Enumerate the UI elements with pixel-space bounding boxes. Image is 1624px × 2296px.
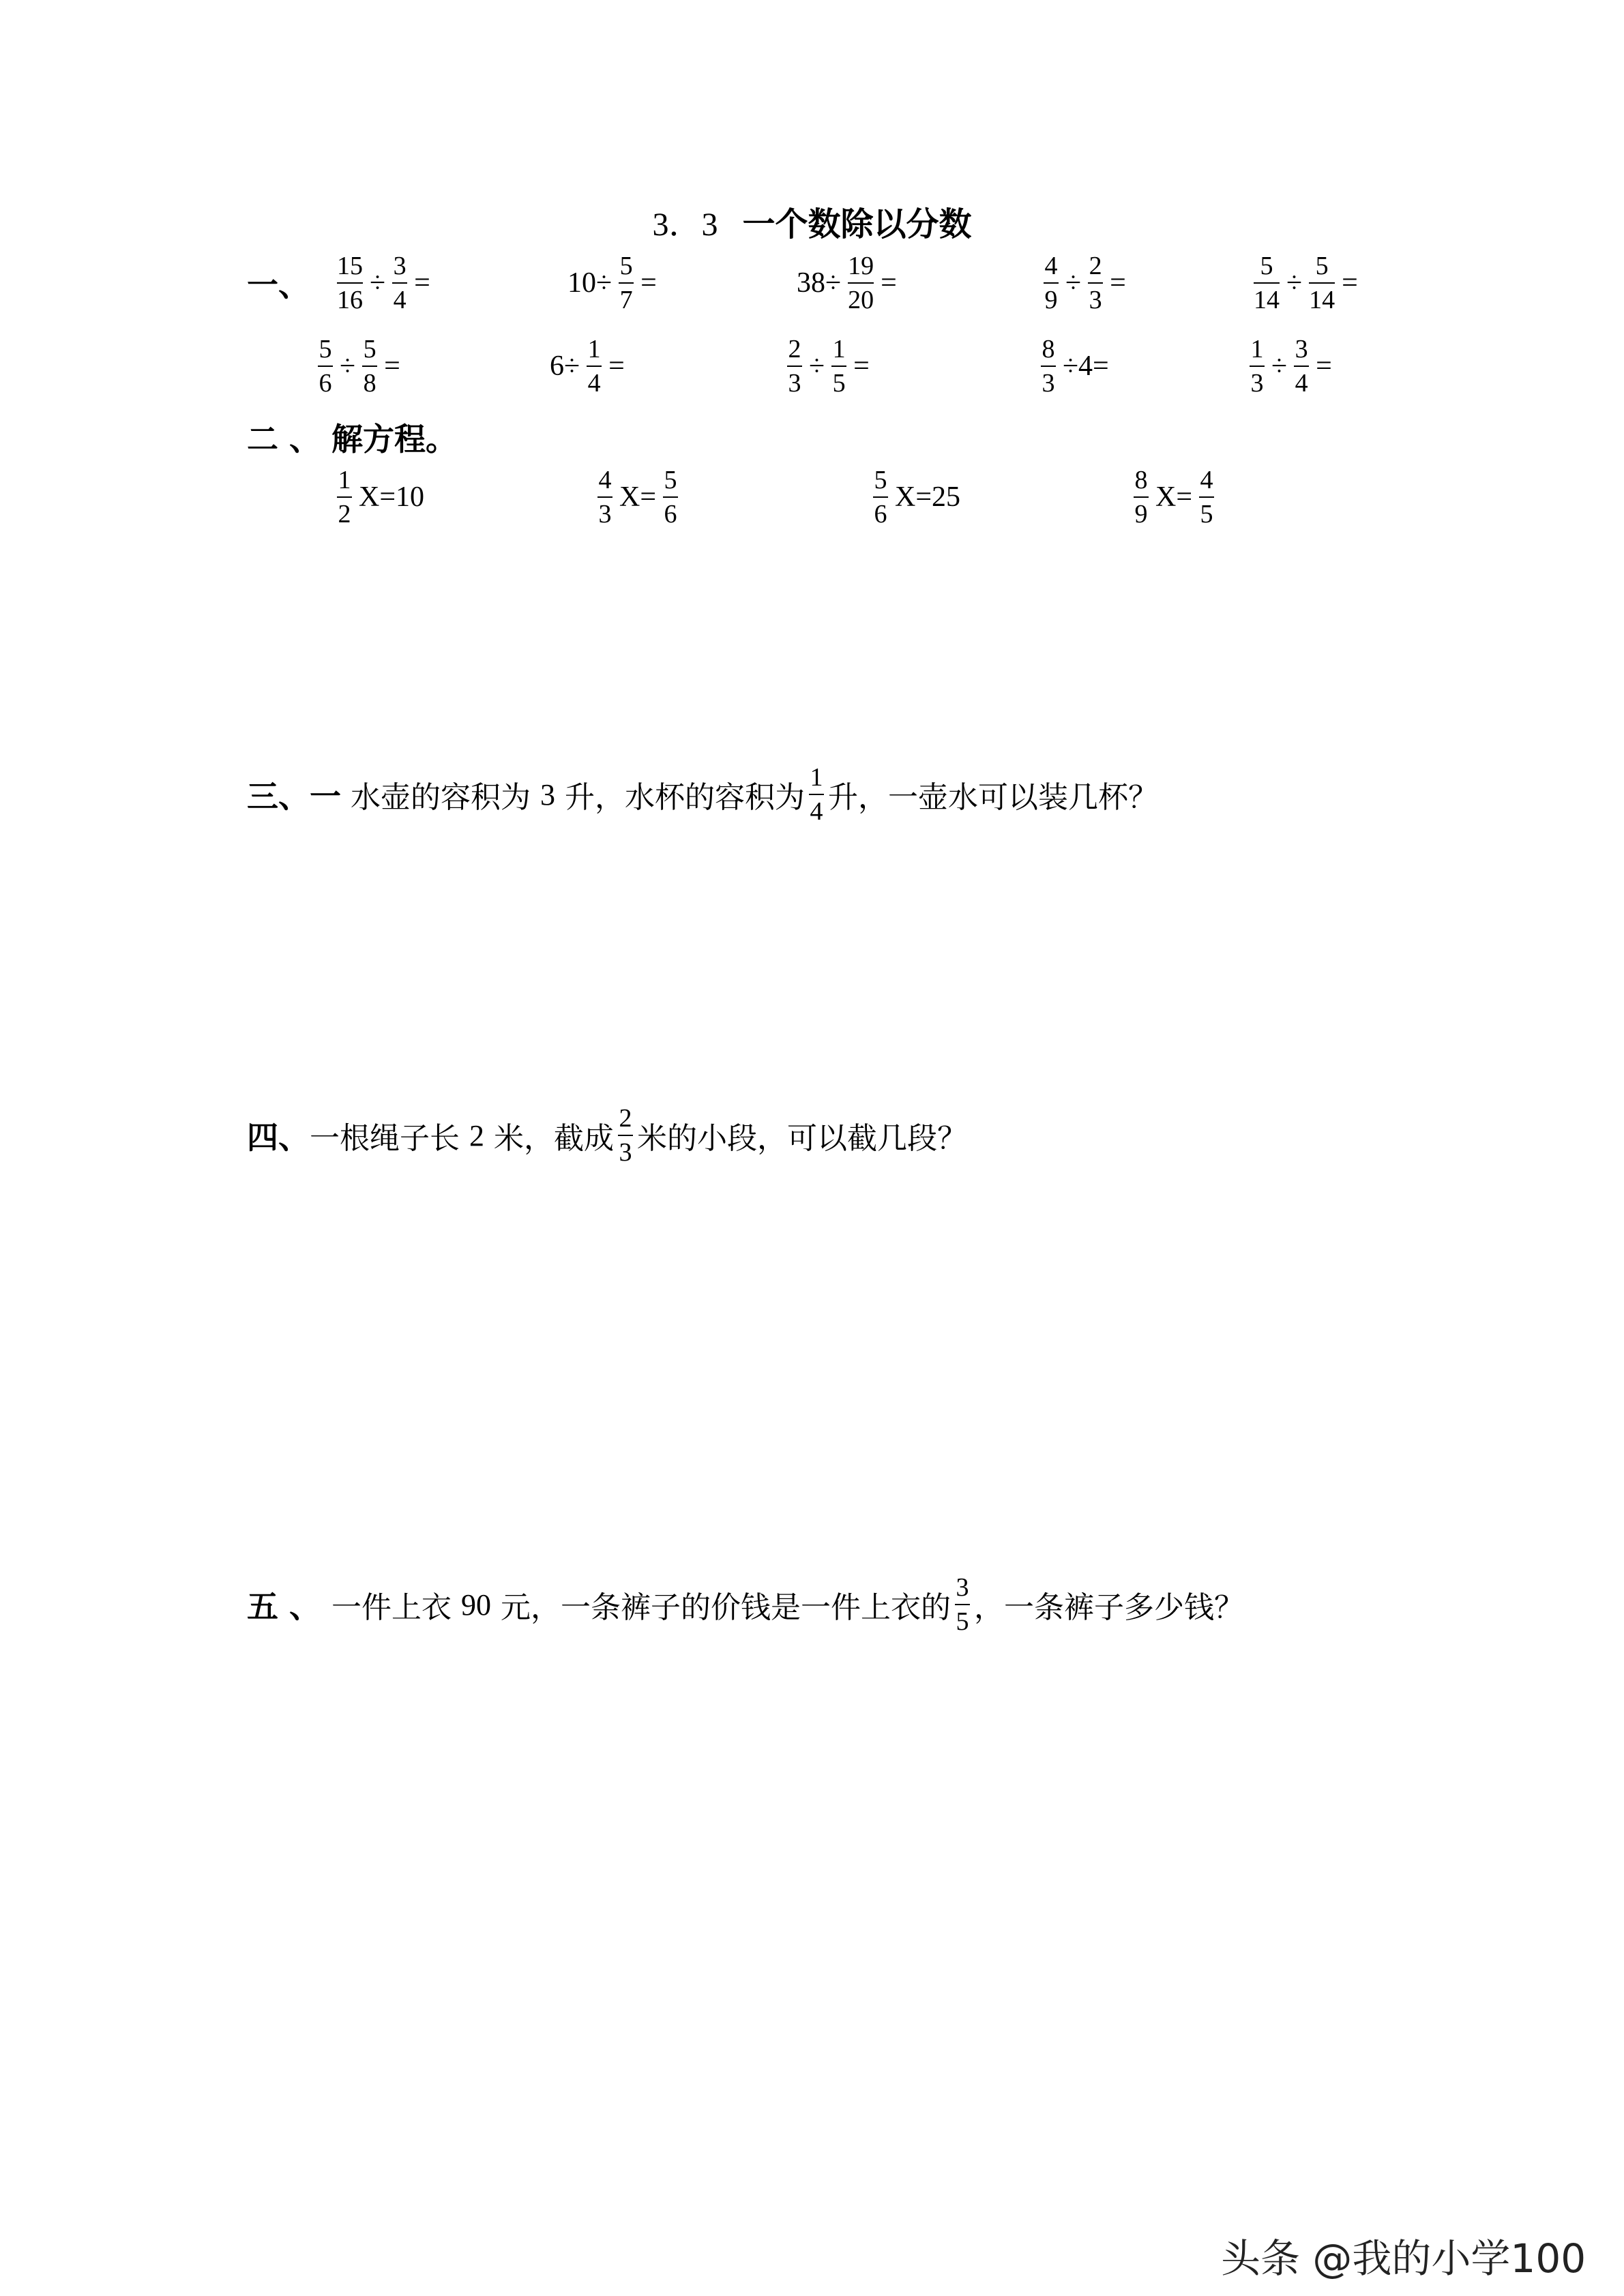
- numerator: 4: [1200, 466, 1213, 494]
- word-problem-3: 三、一 水壶的容积为 3 升，水杯的容积为 $\frac{1}{4}$ 升，一壶水可以装几杯？: [247, 763, 1158, 826]
- denominator: 14: [1309, 286, 1335, 314]
- fraction: [1044, 251, 1059, 315]
- exercise: [547, 334, 628, 398]
- fraction: [1134, 465, 1149, 529]
- word-problem-4: 四、 一根绳子长 2 米，截成 $\frac{2}{3}$ 米的小段，可以截几段？: [247, 1104, 967, 1167]
- equation: [1130, 465, 1218, 529]
- denominator: 6: [874, 500, 887, 528]
- denominator: 20: [848, 286, 874, 314]
- denominator: 6: [319, 369, 332, 398]
- denominator: 4: [587, 369, 601, 398]
- numerator: 19: [848, 252, 874, 280]
- fraction: [873, 465, 888, 529]
- denominator: 5: [1200, 500, 1213, 528]
- numerator: 1: [587, 335, 601, 363]
- fraction-bar: [1134, 496, 1149, 498]
- denominator: 4: [810, 797, 823, 826]
- denominator: 8: [363, 369, 377, 398]
- exercise: [333, 251, 433, 315]
- fraction-bar: [1199, 496, 1214, 498]
- number: 90: [461, 1587, 492, 1622]
- operator: =: [414, 267, 430, 299]
- problem-text: 一根绳子长: [310, 1121, 469, 1156]
- fraction: [787, 334, 802, 398]
- numerator: 8: [1134, 466, 1148, 494]
- fraction: [392, 251, 407, 315]
- section1-label: 一、: [247, 267, 310, 303]
- exercise: [314, 334, 403, 398]
- fraction: [337, 465, 352, 529]
- operator: =: [881, 267, 897, 299]
- operator: ÷: [1286, 267, 1303, 299]
- operator: 38÷: [797, 267, 842, 299]
- fraction-bar: [787, 366, 802, 367]
- fraction-bar: [809, 794, 824, 795]
- fraction: [1250, 334, 1265, 398]
- fraction-bar: [1254, 282, 1280, 284]
- number: 3: [540, 777, 555, 811]
- numerator: 2: [1089, 252, 1102, 280]
- denominator: 6: [664, 500, 677, 528]
- word-problem-5: 五 、 一件上衣 90 元，一条裤子的价钱是一件上衣的 $\frac{3}{5}$ ，一条裤子多少钱？: [247, 1573, 1245, 1636]
- denominator: 9: [1134, 500, 1148, 528]
- operator: =: [384, 351, 400, 382]
- operator: =: [1316, 351, 1332, 382]
- equation: [869, 465, 963, 529]
- fraction-bar: [597, 496, 612, 498]
- fraction-bar: [1088, 282, 1103, 284]
- fraction-bar: [1044, 282, 1059, 284]
- fraction-bar: [318, 366, 333, 367]
- fraction-bar: [587, 366, 602, 367]
- operator: X=25: [895, 481, 961, 513]
- operator: 6÷: [550, 351, 580, 382]
- denominator: 3: [1042, 369, 1055, 398]
- operator: =: [1342, 267, 1358, 299]
- fraction: [1309, 251, 1335, 315]
- problem-text: 米的小段，可以截几段？: [637, 1121, 967, 1156]
- exercise: [1039, 251, 1129, 315]
- denominator: 3: [598, 500, 612, 528]
- problem-text: 升，一壶水可以装几杯？: [827, 780, 1158, 815]
- fraction: [597, 465, 612, 529]
- numerator: 2: [788, 335, 801, 363]
- denominator: 5: [832, 369, 846, 398]
- fraction-bar: [873, 496, 888, 498]
- fraction: [1041, 334, 1056, 398]
- operator: X=: [619, 481, 657, 513]
- numerator: 5: [619, 252, 633, 280]
- numerator: 1: [1250, 335, 1264, 363]
- exercise: [565, 251, 660, 315]
- operator: ÷4=: [1063, 351, 1109, 382]
- fraction-bar: [1294, 366, 1309, 367]
- fraction-bar: [1250, 366, 1265, 367]
- problem-text: ，一条裤子多少钱？: [974, 1590, 1245, 1625]
- numerator: 1: [338, 466, 351, 494]
- fraction: [619, 251, 634, 315]
- operator: X=: [1155, 481, 1193, 513]
- fraction: [809, 762, 824, 826]
- fraction-bar: [831, 366, 846, 367]
- denominator: 3: [1089, 286, 1102, 314]
- fraction: [1199, 465, 1214, 529]
- operator: =: [853, 351, 870, 382]
- operator: =: [608, 351, 625, 382]
- numerator: 8: [1042, 335, 1055, 363]
- numerator: 3: [393, 252, 407, 280]
- fraction-bar: [337, 282, 363, 284]
- denominator: 14: [1254, 286, 1280, 314]
- operator: ÷: [1065, 267, 1082, 299]
- numerator: 3: [956, 1573, 969, 1602]
- fraction: [587, 334, 602, 398]
- fraction-bar: [619, 282, 634, 284]
- denominator: 7: [619, 286, 633, 314]
- denominator: 3: [619, 1138, 632, 1167]
- operator: =: [1110, 267, 1126, 299]
- denominator: 4: [393, 286, 407, 314]
- exercise: [783, 334, 872, 398]
- fraction: [362, 334, 377, 398]
- exercise: [1037, 334, 1112, 398]
- exercise: [794, 251, 900, 315]
- numerator: 1: [810, 763, 823, 792]
- fraction: [337, 251, 363, 315]
- operator: =: [640, 267, 657, 299]
- numerator: 5: [363, 335, 377, 363]
- numerator: 5: [1260, 252, 1273, 280]
- fraction: [848, 251, 874, 315]
- denominator: 4: [1295, 369, 1308, 398]
- denominator: 16: [337, 286, 363, 314]
- fraction-bar: [362, 366, 377, 367]
- problem-text: 水壶的容积为: [341, 780, 540, 815]
- denominator: 3: [1250, 369, 1264, 398]
- operator: ÷: [340, 351, 356, 382]
- denominator: 2: [338, 500, 351, 528]
- operator: ÷: [370, 267, 386, 299]
- problem-text: 升，水杯的容积为: [555, 780, 805, 815]
- numerator: 4: [1044, 252, 1058, 280]
- denominator: 9: [1044, 286, 1058, 314]
- fraction: [663, 465, 678, 529]
- numerator: 5: [874, 466, 887, 494]
- page-title: 3．3 一个数除以分数: [652, 205, 972, 243]
- numerator: 4: [598, 466, 612, 494]
- problem-text: 一件上衣: [331, 1590, 462, 1625]
- fraction: [618, 1103, 633, 1167]
- number: 2: [469, 1118, 484, 1152]
- problem-text: 元，一条裤子的价钱是一件上衣的: [491, 1590, 951, 1625]
- operator: ÷: [809, 351, 825, 382]
- operator: 10÷: [567, 267, 612, 299]
- numerator: 5: [1315, 252, 1329, 280]
- fraction-bar: [1041, 366, 1056, 367]
- fraction: [1254, 251, 1280, 315]
- section2-label: 二 、 解方程。: [247, 421, 458, 458]
- equation: [333, 465, 427, 529]
- exercise: [1245, 334, 1335, 398]
- fraction: [1088, 251, 1103, 315]
- fraction-bar: [848, 282, 874, 284]
- fraction: [1294, 334, 1309, 398]
- fraction-bar: [955, 1604, 970, 1605]
- fraction: [318, 334, 333, 398]
- numerator: 15: [337, 252, 363, 280]
- numerator: 5: [664, 466, 677, 494]
- numerator: 5: [319, 335, 332, 363]
- numerator: 3: [1295, 335, 1308, 363]
- exercise: [1250, 251, 1361, 315]
- fraction-bar: [663, 496, 678, 498]
- problem-text: 米，截成: [484, 1121, 614, 1156]
- operator: ÷: [1271, 351, 1288, 382]
- fraction-bar: [392, 282, 407, 284]
- denominator: 5: [956, 1607, 969, 1636]
- operator: X=10: [359, 481, 425, 513]
- fraction-bar: [1309, 282, 1335, 284]
- fraction-bar: [337, 496, 352, 498]
- watermark: 头条 @我的小学100: [1221, 2235, 1586, 2282]
- fraction: [955, 1572, 970, 1637]
- numerator: 1: [832, 335, 846, 363]
- denominator: 3: [788, 369, 801, 398]
- equation: [593, 465, 682, 529]
- fraction: [831, 334, 846, 398]
- fraction-bar: [618, 1135, 633, 1136]
- numerator: 2: [619, 1104, 632, 1133]
